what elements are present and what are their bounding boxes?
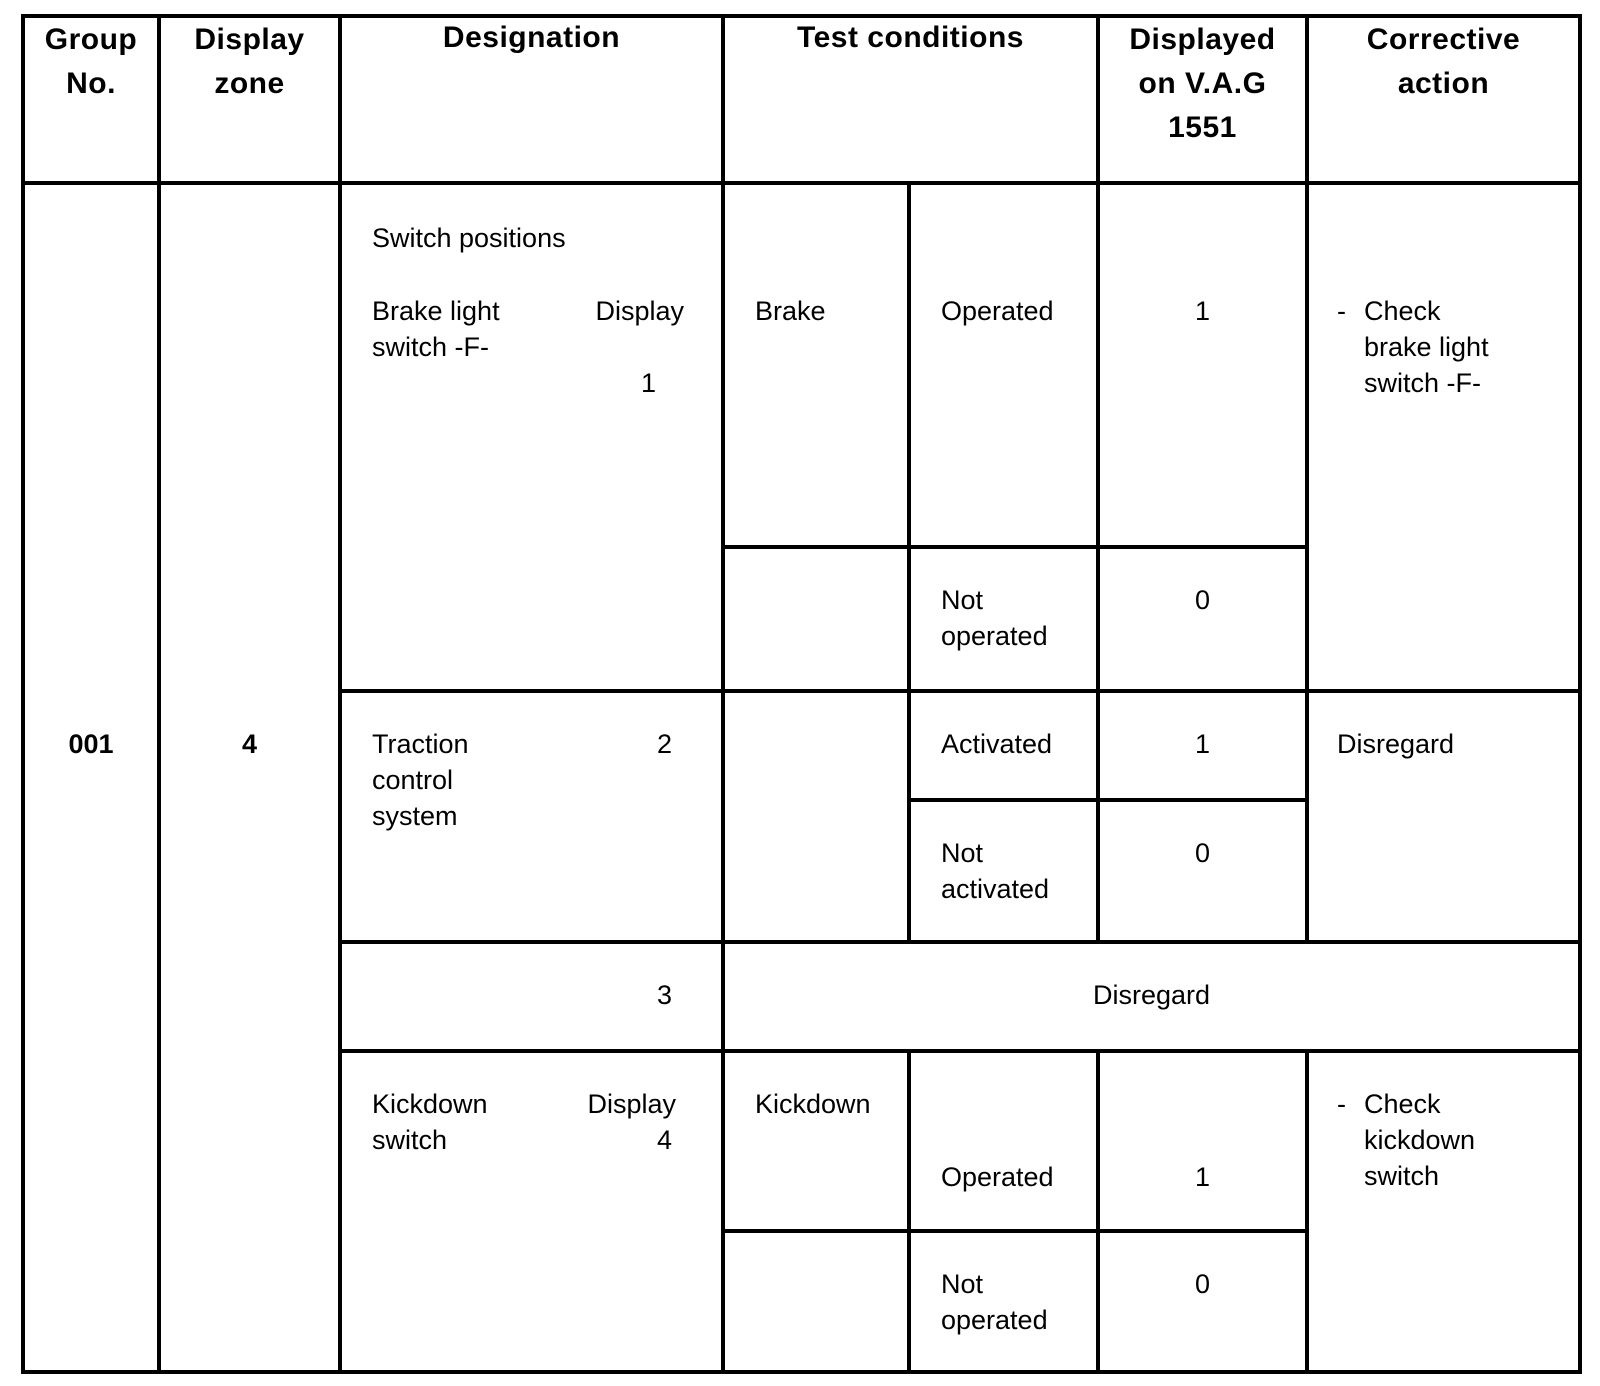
rule-row2-end	[338, 940, 1582, 944]
border-right	[1578, 14, 1582, 1374]
rule-row2-split	[907, 798, 1309, 802]
rule-row1-end	[338, 689, 1582, 693]
header-displayed-on: Displayed on V.A.G 1551	[1129, 23, 1276, 144]
row1-display-label: Display	[595, 296, 684, 326]
header-display-zone: Display zone	[194, 23, 305, 100]
row1-value-off: 0	[1194, 585, 1211, 615]
divider-test-sub-b	[907, 1051, 911, 1374]
divider-col-1	[157, 14, 161, 1374]
header-test-conditions: Test conditions	[797, 21, 1024, 54]
rule-row3-end	[338, 1049, 1582, 1053]
row4-action-dash: -	[1337, 1089, 1346, 1119]
row2-state-off: Not activated	[941, 838, 1050, 904]
switch-positions-label: Switch positions	[372, 223, 566, 253]
border-bottom	[21, 1370, 1582, 1374]
row2-value-on: 1	[1194, 729, 1211, 759]
rule-row4-split	[721, 1229, 1309, 1233]
divider-test-sub-a	[907, 183, 911, 941]
row4-display-number: 4	[656, 1125, 672, 1155]
row4-state-off: Not operated	[941, 1269, 1048, 1335]
row2-value-off: 0	[1194, 838, 1211, 868]
header-rule	[21, 181, 1582, 185]
header-designation: Designation	[442, 21, 621, 54]
row3-note: Disregard	[1092, 980, 1211, 1010]
row1-value-on: 1	[1194, 296, 1211, 326]
row2-state-on: Activated	[941, 729, 1053, 759]
row4-value-on: 1	[1194, 1162, 1211, 1192]
header-group-no: Group No.	[44, 23, 138, 100]
row1-action-dash: -	[1337, 296, 1346, 326]
row2-designation: Traction control system	[372, 729, 469, 831]
divider-col-2	[338, 14, 342, 1374]
row4-display-label: Display	[587, 1089, 676, 1119]
row4-action: Check kickdown switch	[1364, 1089, 1476, 1191]
row1-designation: Brake light switch -F-	[372, 296, 500, 362]
row1-condition: Brake	[755, 296, 826, 326]
row3-display-number: 3	[656, 980, 672, 1010]
row4-value-off: 0	[1194, 1269, 1211, 1299]
border-left	[21, 14, 25, 1374]
divider-col-3	[721, 14, 725, 1374]
rule-row1-split	[721, 545, 1309, 549]
row2-action: Disregard	[1337, 729, 1455, 759]
divider-col-5b	[1305, 1051, 1309, 1374]
row4-condition: Kickdown	[755, 1089, 871, 1119]
row4-designation: Kickdown switch	[372, 1089, 488, 1155]
row1-state-off: Not operated	[941, 585, 1048, 651]
row2-display-number: 2	[656, 729, 672, 759]
group-number: 001	[68, 729, 114, 759]
divider-col-4b	[1096, 1051, 1100, 1374]
header-corrective-action: Corrective action	[1366, 23, 1521, 100]
row1-action: Check brake light switch -F-	[1364, 296, 1489, 398]
row1-display-number: 1	[640, 368, 656, 398]
row1-state-on: Operated	[941, 296, 1054, 326]
display-zone-number: 4	[241, 729, 258, 759]
row4-state-on: Operated	[941, 1162, 1054, 1192]
